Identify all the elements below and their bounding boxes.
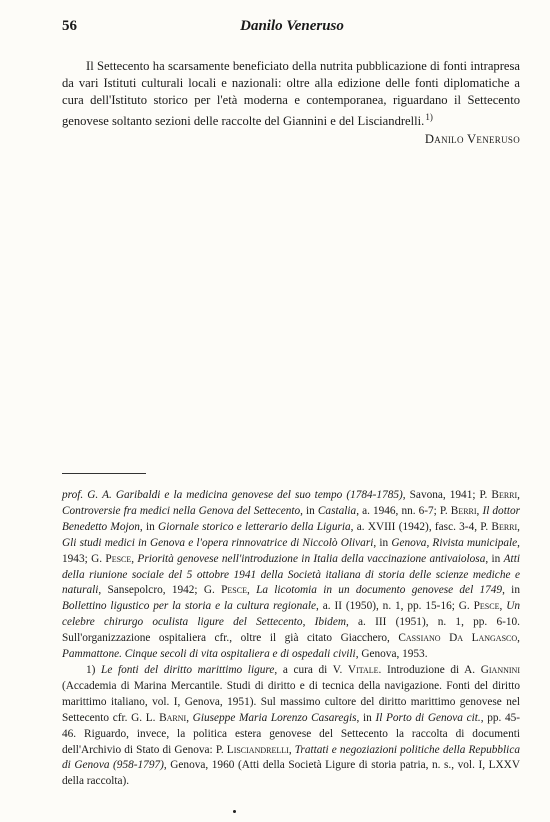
footnote-run: La licotomia in un documento genovese del 1749 (256, 584, 503, 597)
footnote-run: , in (356, 711, 376, 724)
footnote-run: Gli studi medici in Genova e l'opera rinnovatrice di Niccolò Olivari (62, 536, 374, 549)
footnote-run: Cassiano Da Langasco (398, 632, 518, 645)
footnote-run: Trattati e negoziazioni politiche della Repubblica di Genova (958-1797) (62, 743, 520, 772)
footnote-run: , (499, 600, 507, 613)
footnote-run: Il Porto di Genova cit. (375, 711, 481, 724)
footnote-run: Pesce (105, 552, 132, 565)
footnote-1 (62, 663, 520, 790)
footnote-run: Le fonti del diritto marittimo ligure (101, 663, 275, 676)
footnote-run: Berri (450, 504, 477, 517)
footnote-run: , (186, 711, 193, 724)
footnote-run: Controversie fra medici nella Genova del Settecento (62, 504, 301, 517)
footnote-run: , Genova, 1960 (Atti della Società Ligure di storia patria, n. s., vol. I, LXXV della raccolta). (62, 759, 520, 788)
footnote-run: , (517, 520, 520, 533)
footnote-run: , Savona, 1941; P. (402, 489, 492, 501)
footnote-run: Giornale storico e letterario della Liguria (158, 520, 351, 533)
footnote-run: , in (373, 536, 392, 549)
main-text (62, 58, 520, 148)
footnote-run: , Sansepolcro, 1942; G. (98, 584, 222, 597)
footnote-run: . Introduzione di A. (378, 663, 481, 676)
footnote-run: , in (300, 504, 318, 517)
footnote-run: , pp. 45-46. Riguardo, invece, la politica estera genovese del Settecento la raccolta di documenti dell'Archivio di Stato di Genova: P. (62, 711, 521, 756)
footnote-run: Atti della riunione sociale del 5 ottobre 1941 della Società italiana di storia delle scienze mediche e naturali (62, 552, 520, 597)
footnote-run: Bollettino ligustico per la storia e la cultura regionale (62, 600, 317, 613)
footnote-run: prof. G. A. Garibaldi e la medicina genovese del suo tempo (1784-1785) (62, 489, 403, 501)
footnote-run: Barni (159, 711, 187, 724)
footnotes (62, 488, 520, 790)
footnote-reference: 1) (425, 112, 433, 122)
footnote-run: Il dottor Benedetto Mojon (62, 504, 521, 533)
footnote-run: Berri (491, 520, 518, 533)
footnote-run: , in (139, 520, 159, 533)
footnote-run: , a. III (1951), n. 1, pp. 6-10. Sull'organizzazione ospitaliera cfr., oltre il già citato Giacchero, (62, 616, 520, 645)
running-title: Danilo Veneruso (240, 18, 344, 34)
footnote-run: 1) (86, 663, 102, 676)
footnote-run: , (302, 616, 315, 629)
footnote-run: Priorità genovese nell'introduzione in Italia della vaccinazione antivaiolosa (137, 552, 486, 565)
footnote-run: , a. XVIII (1942), fasc. 3-4, P. (350, 520, 492, 533)
footnote-run: , (517, 489, 520, 501)
footnote-run: Pesce (473, 600, 500, 613)
page-mark (233, 810, 236, 813)
footnote-run: Pesce (221, 584, 247, 597)
footnote-run: Ibidem (314, 616, 346, 629)
page-header (62, 18, 504, 38)
footnote-run: , Genova, 1953. (355, 648, 428, 661)
footnote-run: , a. 1946, nn. 6-7; P. (356, 504, 451, 517)
footnote-run: , (131, 552, 138, 565)
footnote-run: Vitale (347, 663, 379, 676)
footnote-run: , in (502, 584, 520, 597)
author-signature: Danilo Veneruso (424, 132, 520, 147)
footnote-run: Berri (491, 489, 518, 501)
footnote-run: , (476, 504, 483, 517)
footnote-run: , (517, 632, 520, 645)
footnote-separator (62, 473, 146, 474)
footnote-run: , a cura di V. (274, 663, 348, 676)
footnote-run: Castalia (317, 504, 357, 517)
footnote-run: Genova, Rivista municipale (391, 536, 518, 549)
footnote-run: Lisciandrelli (226, 743, 289, 756)
footnote-run: , 1943; G. (62, 536, 520, 565)
page-number: 56 (62, 18, 77, 34)
footnote-run: , a. II (1950), n. 1, pp. 15-16; G. (316, 600, 474, 613)
footnote-run: , in (485, 552, 504, 565)
footnote-run: Giannini (480, 663, 520, 676)
footnote-run: , (246, 584, 257, 597)
footnote-continuation (62, 488, 520, 663)
footnote-run: Un celebre chirurgo oculista ligure del Settecento (62, 600, 520, 629)
footnote-run: , (288, 743, 295, 756)
footnote-run: Giuseppe Maria Lorenzo Casaregis (192, 711, 357, 724)
body-paragraph: Il Settecento ha scarsamente beneficiato della nutrita pubblicazione di fonti intrapresa da vari Istituti culturali locali e nazionali: oltre alla edizione delle fonti diplomatiche a cura dell'Istituto storico per l'età moderna e contemporanea, riguardano il Settecento genovese soltanto sezioni delle raccolte del Giannini e del Lisciandrelli. $^{1)}$ (62, 59, 520, 129)
footnote-run: Pammattone. Cinque secoli di vita ospitaliera e di ospedali civili (62, 648, 356, 661)
footnote-run: (Accademia di Marina Mercantile. Studi di diritto e di tecnica della navigazione. Fonti del diritto marittimo italiano, vol. I, Genova, 1951). Sul massimo cultore del diritto marittimo genovese nel Settecento cfr. G. L. (62, 679, 520, 724)
